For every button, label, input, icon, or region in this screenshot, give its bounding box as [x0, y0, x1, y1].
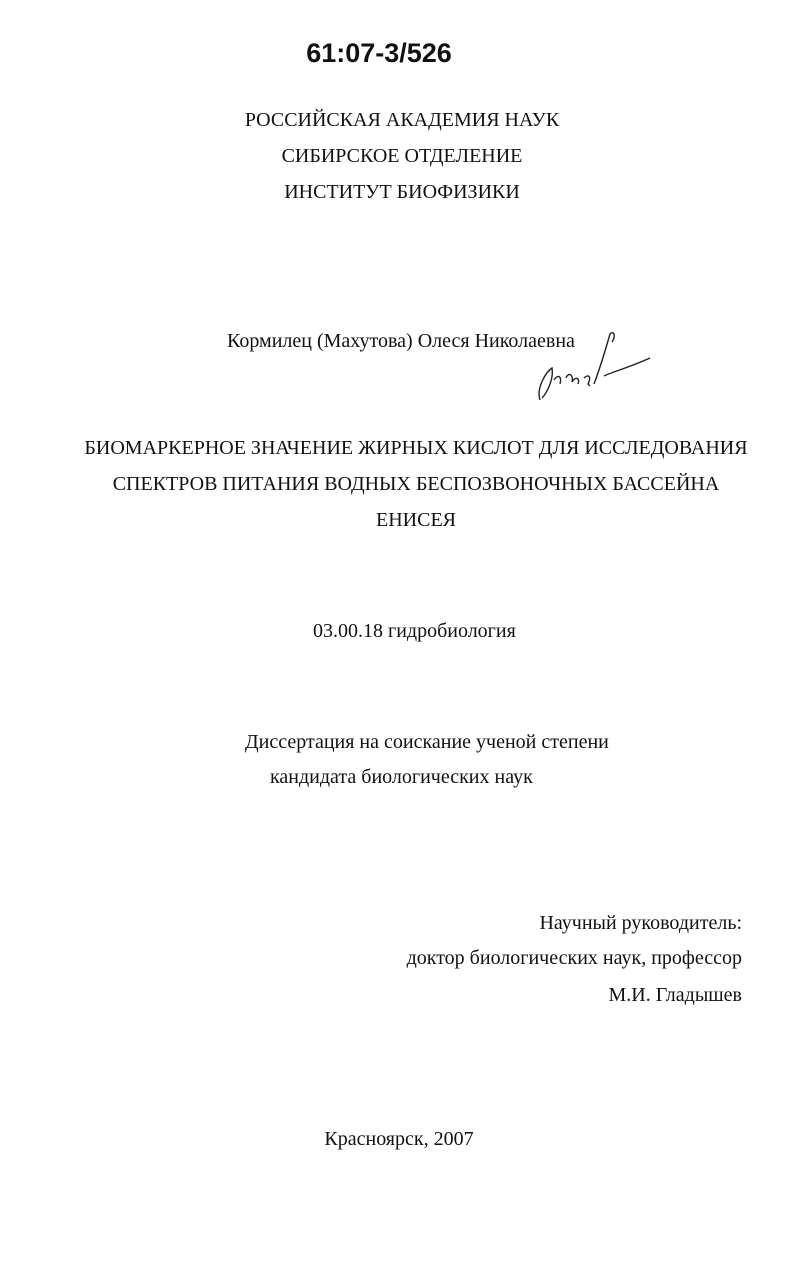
supervisor-label: Научный руководитель:	[539, 912, 742, 934]
catalog-code: 61:07-3/526	[306, 38, 452, 68]
author-name: Кормилец (Махутова) Олеся Николаевна	[227, 330, 575, 352]
institution-line: ИНСТИТУТ БИОФИЗИКИ	[284, 181, 520, 203]
degree-line: кандидата биологических наук	[270, 766, 533, 788]
supervisor-degree: доктор биологических наук, профессор	[406, 947, 742, 969]
specialty: 03.00.18 гидробиология	[313, 620, 516, 642]
supervisor-name: М.И. Гладышев	[608, 984, 742, 1006]
degree-line: Диссертация на соискание ученой степени	[245, 731, 609, 753]
title-line: БИОМАРКЕРНОЕ ЗНАЧЕНИЕ ЖИРНЫХ КИСЛОТ ДЛЯ ИССЛЕДОВАНИЯ	[84, 437, 748, 459]
place-year: Красноярск, 2007	[324, 1128, 474, 1150]
title-line: ЕНИСЕЯ	[376, 509, 456, 531]
institution-line: РОССИЙСКАЯ АКАДЕМИЯ НАУК	[244, 109, 560, 131]
signature	[532, 328, 652, 408]
institution-line: СИБИРСКОЕ ОТДЕЛЕНИЕ	[281, 145, 523, 167]
title-line: СПЕКТРОВ ПИТАНИЯ ВОДНЫХ БЕСПОЗВОНОЧНЫХ БАССЕЙНА	[112, 473, 720, 495]
